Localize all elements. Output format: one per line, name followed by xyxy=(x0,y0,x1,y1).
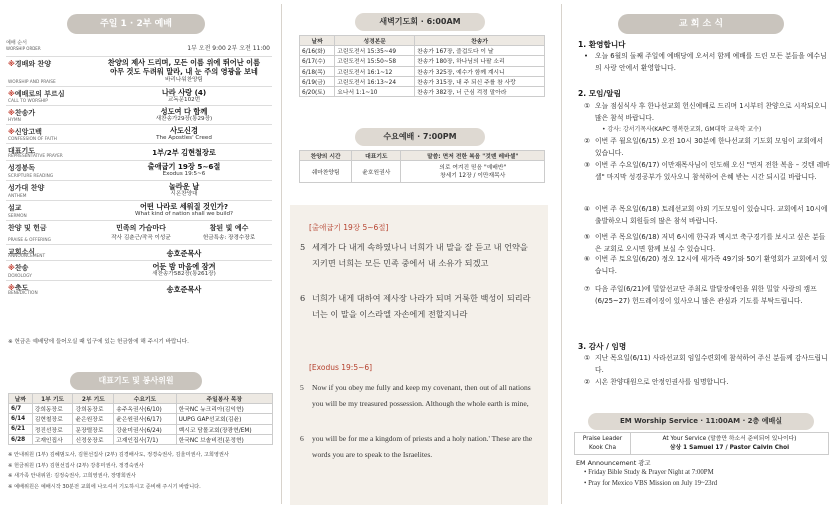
offering-song: 참된 빛 예수 xyxy=(209,224,249,232)
table-cell: 문장렬장로 xyxy=(73,424,114,434)
table-row xyxy=(9,434,273,444)
order-item-name: 찬양 및 헌금 xyxy=(8,224,47,232)
table-header xyxy=(300,151,545,161)
table-cell: 고린도전서 15:35~49 xyxy=(335,46,415,56)
order-item-name: ※예배로의 부르심 xyxy=(8,90,65,98)
item-text: 이번 주 목요일(6/18) 저녁 6시에 한국과 멕시코 축구경기를 보시고 싶은 분들은 교회로 오시면 함께 보실 수 있습니다. xyxy=(595,233,826,253)
column-header: 수요기도 xyxy=(114,394,176,404)
scripture-ref-en: [Exodus 19:5~6] xyxy=(309,363,373,372)
scripture-ref-kr: [출애굽기 19장 5~6절] xyxy=(309,223,389,232)
table-row xyxy=(300,66,545,76)
em-announcement: • Friday Bible Study & Prayer Night at 7:00PM xyxy=(584,469,714,476)
order-item-name: 대표기도 xyxy=(8,147,36,155)
order-item-detail: 바리나워찬양팀 xyxy=(165,77,203,83)
item-text: 오늘 점심식사 후 한나선교회 헌신예배로 드리며 1시부터 찬양으로 시작되오니 많은 참석 바랍니다. xyxy=(595,102,827,122)
column-header: 주일봉사 목장 xyxy=(176,394,272,404)
order-item-title: 사도신경 xyxy=(170,126,198,135)
welcome-item xyxy=(584,51,830,74)
table-cell: 6/14 xyxy=(9,414,33,424)
item-number: ⑤ xyxy=(584,233,591,241)
welcome-text: 오늘 6월의 둘째 주일에 예배당에 오셔서 함께 예배를 드린 모든 분들을 예수님의 사랑 안에서 환영합니다. xyxy=(595,52,827,72)
table-row xyxy=(300,87,545,97)
thanks-item xyxy=(584,377,830,389)
worship-order-row xyxy=(6,105,272,124)
order-item-name: 교회소식 xyxy=(8,248,36,256)
table-row xyxy=(300,56,545,66)
worship-title: 주일 1 · 2부 예배 xyxy=(67,14,205,34)
table-cell: 정진선장로 xyxy=(32,424,73,434)
table-cell: 송주옥권사(6/10) xyxy=(114,404,176,414)
worship-order-row xyxy=(6,124,272,143)
order-label-en: WORSHIP ORDER xyxy=(6,46,41,51)
order-item-detail: The Apostles' Creed xyxy=(156,135,212,141)
table-cell: 6/28 xyxy=(9,434,33,444)
worship-order-row xyxy=(6,86,272,105)
table-cell: 고린도전서 16:1~12 xyxy=(335,66,415,76)
wed-word-passage: 창세기 12장 / 이만재목사 xyxy=(440,172,506,179)
em-announcement: • Pray for Mexico VBS Mission on July 19~23rd xyxy=(584,480,718,487)
order-item-title: 출애굽기 19장 5~6절 xyxy=(147,162,221,171)
column-header: 말씀: 면저 전한 복음 "것덴 레바셀" xyxy=(401,151,545,161)
hymn-credit: 작사 김춘근/작곡 이성균 xyxy=(111,235,171,241)
table-cell: 고린도전서 15:50~58 xyxy=(335,56,415,66)
table-cell: 찬송가 382장, 너 근심 걱정 말아라 xyxy=(415,87,545,97)
order-item-name: 성경봉독 xyxy=(8,164,36,172)
item-number: ② xyxy=(584,137,591,145)
news-item xyxy=(584,284,830,307)
table-cell: 찬송가 325장, 예수가 함께 계시니 xyxy=(415,66,545,76)
verse xyxy=(300,380,538,411)
service-note: ※ 새가족 안내위원: 김정숙권사, 고희영권사, 장명희권사 xyxy=(8,473,136,479)
order-item-english: SCRIPTURE READING xyxy=(8,174,54,179)
order-item-title-line2: 아무 것도 두려워 말라, 내 눈 주의 영광을 보네 xyxy=(110,67,258,76)
standing-mark: ※ xyxy=(8,90,15,98)
praise-leader-label: Praise Leader xyxy=(582,435,623,442)
verse-number: 6 xyxy=(300,293,306,303)
order-item-english: ANNOUNCEMENT xyxy=(8,254,46,259)
offering-singer: 헌금특송: 장경수장로 xyxy=(202,235,256,241)
worship-order-row xyxy=(6,56,272,86)
table-cell: 한국NC 뉴크리아(김익현) xyxy=(176,404,272,414)
section-meetings: 2. 모임/알림 xyxy=(578,89,621,98)
column-header: 성경본문 xyxy=(335,36,415,46)
column-header: 1부 기도 xyxy=(32,394,73,404)
worship-order-row xyxy=(6,244,272,260)
item-number: ⑥ xyxy=(584,255,591,263)
prayer-service-title: 대표기도 및 봉사위원 xyxy=(70,372,202,390)
table-body xyxy=(9,404,273,445)
table-cell: 강윤미권사(6/24) xyxy=(114,424,176,434)
table-row xyxy=(9,414,273,424)
table-cell: 찬송가 180장, 하나님의 나팔 소리 xyxy=(415,56,545,66)
table-cell: 강희동장로 xyxy=(32,404,73,414)
order-item-title: 송호준목사 xyxy=(166,248,202,258)
standing-mark: ※ xyxy=(8,264,15,272)
table-cell: 6/7 xyxy=(9,404,33,414)
table-cell: 찬송가 315장, 내 주 되신 주를 참 사랑 xyxy=(415,76,545,86)
column-divider xyxy=(281,4,282,504)
news-column xyxy=(570,0,832,507)
table-cell: UUPG GAP선교회(김윤) xyxy=(176,414,272,424)
table-header xyxy=(9,394,273,404)
order-item-detail: 새찬송가582장(통261장) xyxy=(152,271,216,277)
order-item-english: ANTHEM xyxy=(8,194,27,199)
worship-order-row xyxy=(6,280,272,297)
item-number: ⑦ xyxy=(584,285,591,293)
table-row xyxy=(300,46,545,56)
item-number: ① xyxy=(584,354,591,362)
column-header: 찬양의 시간 xyxy=(300,151,352,161)
service-note: ※ 안내위원 (1부) 김혜범도사, 김현선집사 (2부) 김경배사도, 정경숙권사, 김울미권사, 고희영권사 xyxy=(8,452,229,458)
em-title: EM Worship Service · 11:00AM · 2층 예배실 xyxy=(588,413,814,430)
em-service-title: At Your Service (말씀만 하소서 준비되어 있나이다) xyxy=(662,435,797,442)
table-cell: 윤은원장로 xyxy=(73,414,114,424)
wednesday-title: 수요예배 · 7:00PM xyxy=(355,128,485,146)
table-row xyxy=(300,161,545,183)
order-item-name: ※경배와 찬양 xyxy=(8,60,52,68)
item-number: ④ xyxy=(584,205,591,213)
table-cell: 6/16(화) xyxy=(300,46,335,56)
worship-order-row xyxy=(6,180,272,200)
verse-text: 너희가 내게 대하여 제사장 나라가 되며 거룩한 백성이 되리라 너는 이 말을 이스라엘 자손에게 전할지니라 xyxy=(312,293,531,319)
em-service-passage: 삼상 1 Samuel 17 / Pastor Calvin Choi xyxy=(669,444,790,451)
schedule-column xyxy=(289,0,552,507)
order-item-english: REPRESENTATIVE PRAYER xyxy=(8,154,63,159)
verse xyxy=(300,431,538,462)
order-item-title: 어떤 나라로 세워질 것인가? xyxy=(139,202,229,211)
order-label-kr: 예배 순서 xyxy=(6,40,27,46)
order-item-name: ※신앙고백 xyxy=(8,128,42,136)
order-item-english: SERMON xyxy=(8,214,27,219)
speaker-note: • 강사: 강서기목사(KAPC 행복한교회, GM대학 교육학 교수) xyxy=(602,126,762,133)
verse-text: 세계가 다 내게 속하였나니 너희가 내 말을 잘 듣고 내 언약을 지키면 너희는 모든 민족 중에서 내 소유가 되겠고 xyxy=(312,242,528,268)
order-item-english: CONFESSION OF FAITH xyxy=(8,137,57,142)
table-cell: 요나서 1:1~10 xyxy=(335,87,415,97)
verse xyxy=(300,240,536,271)
table-cell: 고재인집사(7/1) xyxy=(114,434,176,444)
item-text: 시온 찬양대원으로 안정인권사를 임명합니다. xyxy=(595,378,729,386)
column-divider xyxy=(561,4,562,504)
order-item-english: PRAISE & OFFERING xyxy=(8,238,51,243)
verse-number: 5 xyxy=(300,383,304,392)
order-item-english: WORSHIP AND PRAISE xyxy=(8,80,56,85)
table-cell: 찬송가 167장, 즐겁도다 이 날 xyxy=(415,46,545,56)
em-service xyxy=(631,433,829,455)
column-header: 대표기도 xyxy=(352,151,401,161)
table-cell: 고재인집사 xyxy=(32,434,73,444)
standing-mark: ※ xyxy=(8,60,15,68)
table-cell: 6/19(금) xyxy=(300,76,335,86)
scripture-box xyxy=(290,205,548,505)
standing-mark: ※ xyxy=(8,128,15,136)
standing-mark: ※ xyxy=(8,109,15,117)
column-header: 날짜 xyxy=(300,36,335,46)
table-row xyxy=(9,404,273,414)
praise-leader xyxy=(575,433,631,455)
table-cell: 김현철장로 xyxy=(32,414,73,424)
order-item-title: 송호준목사 xyxy=(166,285,202,294)
column-header: 찬송가 xyxy=(415,36,545,46)
table-cell: 벡시코 담몰교회(장광현/EM) xyxy=(176,424,272,434)
verse xyxy=(300,291,536,322)
prayer-service-table xyxy=(8,393,273,445)
column-header: 2부 기도 xyxy=(73,394,114,404)
verse-number: 5 xyxy=(300,242,306,252)
worship-column xyxy=(0,0,275,507)
worship-order-row xyxy=(6,160,272,180)
table-cell: 윤은원권사(6/17) xyxy=(114,414,176,424)
order-item-title: 1부/2부 김현철장로 xyxy=(152,148,216,157)
order-item-title: 어둔 밤 마음에 잠겨 xyxy=(152,262,216,271)
worship-order-row xyxy=(6,260,272,280)
order-item-name: ※찬송가 xyxy=(8,109,36,117)
item-text: 지난 목요일(6/11) 사라선교회 임일수련회에 참석하여 주신 분들께 감사드립니다. xyxy=(595,354,828,374)
news-title: 교 회 소 식 xyxy=(618,14,784,34)
order-item-detail: Exodus 19:5~6 xyxy=(162,171,206,177)
standing-mark: ※ xyxy=(8,284,15,292)
em-announcement-label: EM Announcement 광고 xyxy=(576,459,651,467)
table-row xyxy=(300,76,545,86)
order-item-name: 설교 xyxy=(8,204,22,212)
verse-text: Now if you obey me fully and keep my covenant, then out of all nations you will be my treasured possession. Although the whole earth is mine, xyxy=(312,383,531,408)
news-item xyxy=(584,160,830,183)
order-item-detail: What kind of nation shall we build? xyxy=(134,211,234,217)
table-header xyxy=(300,36,545,46)
praise-leader-name: Kook Cha xyxy=(588,444,617,451)
item-text: 이번 주 월요일(6/15) 오전 10시 30분에 한나선교회 기도회 모임이 교회에서 있습니다. xyxy=(595,137,824,157)
order-item-title: 나라 사랑 (4) xyxy=(161,88,207,97)
order-item-title: 찬양의 제사 드리며, 모든 이름 위에 뛰어난 이름 xyxy=(107,58,261,67)
order-item-english: HYMN xyxy=(8,118,21,123)
worship-order-row xyxy=(6,200,272,220)
item-number: ③ xyxy=(584,161,591,169)
order-item-name: ※찬송 xyxy=(8,264,29,272)
item-number: ② xyxy=(584,378,591,386)
thanks-item xyxy=(584,353,830,376)
table-cell: 고린도전서 16:13~24 xyxy=(335,76,415,86)
column-header: 날짜 xyxy=(9,394,33,404)
bullet: • xyxy=(584,52,589,60)
em-table xyxy=(574,432,829,455)
wed-word xyxy=(401,161,545,183)
table-cell: 6/21 xyxy=(9,424,33,434)
order-item-english: DOXOLOGY xyxy=(8,274,32,279)
wed-praise: 쉐마찬양팀 xyxy=(300,161,352,183)
table-cell: 6/18(목) xyxy=(300,66,335,76)
worship-order-row xyxy=(6,143,272,160)
table-row xyxy=(9,424,273,434)
dawn-title: 새벽기도회 · 6:00AM xyxy=(355,13,485,31)
section-thanks: 3. 감사 / 임명 xyxy=(578,342,627,351)
order-item-title: 성도여 다 함께 xyxy=(160,107,208,116)
service-times: 1부 오전 9:00 2부 오전 11:00 xyxy=(187,45,270,52)
order-item-detail: 새찬송가29장(통29장) xyxy=(155,116,213,122)
order-item-english: CALL TO WORSHIP xyxy=(8,99,48,104)
order-item-name: ※축도 xyxy=(8,284,29,292)
table-cell: 신정웅장로 xyxy=(73,434,114,444)
news-item xyxy=(584,204,830,227)
table-body xyxy=(300,46,545,97)
news-item xyxy=(584,232,830,255)
order-item-title: 놀라운 날 xyxy=(168,182,200,191)
item-number: ① xyxy=(584,102,591,110)
hymn-title: 민족의 가슴마다 xyxy=(116,224,166,232)
order-item-name: 성가대 찬양 xyxy=(8,184,45,192)
item-text: 이번 주 수요일(6/17) 이만재목사님이 인도해 오신 "먼저 전한 복음 – 것텐 레바셀" 마지막 성경공부가 있사오니 참석하여 은혜 받는 시간 되시길 바랍니다. xyxy=(595,161,830,181)
table-cell: 6/20(토) xyxy=(300,87,335,97)
service-note: ※ 헌금위원 (1부) 김현선집사 (2부) 강흥미권사, 정경숙권사 xyxy=(8,462,144,469)
wed-prayer: 윤호원권사 xyxy=(352,161,401,183)
wednesday-table xyxy=(299,150,545,183)
table-row xyxy=(575,433,829,455)
service-note: ※ 예배위원은 예배시작 30분전 교회에 나오셔서 기도하시고 준비해 주시기 바랍니다. xyxy=(8,483,201,490)
order-label xyxy=(6,40,41,52)
table-cell: 6/17(수) xyxy=(300,56,335,66)
verse-number: 6 xyxy=(300,434,304,443)
item-text: 이번 주 토요일(6/20) 정오 12시에 새가족 49기와 50기 환영회가 교회에서 있습니다. xyxy=(595,255,828,275)
news-item xyxy=(584,136,830,159)
section-welcome: 1. 환영합니다 xyxy=(578,40,626,49)
verse-text: you will be for me a kingdom of priests and a holy nation.' These are the words you are to speak to the Israelites. xyxy=(312,434,533,459)
news-item xyxy=(584,254,830,277)
worship-header xyxy=(6,40,272,55)
table-cell: 한국NC 브솔비전(문정현) xyxy=(176,434,272,444)
table-cell: 강희동장로 xyxy=(73,404,114,414)
item-text: 다음 주일(6/21)에 밀알선교단 주최로 발달장애인을 위한 밀알 사랑의 캠프(6/25~27) 헌드레이징이 있사오니 많은 관심과 기도를 부탁드립니다. xyxy=(595,285,817,305)
worship-order-row xyxy=(6,220,272,244)
item-text: 이번 주 목요일(6/18) 토레선교회 야외 기도모임이 있습니다. 교회에서 10시에 출발하오니 회원들의 많은 참석 바랍니다. xyxy=(595,205,828,225)
offering-note: ※ 헌금은 예배당에 들어오실 때 입구에 있는 헌금함에 해 주시기 바랍니다. xyxy=(8,339,189,345)
order-item-detail: 교독문102번 xyxy=(167,97,201,103)
order-item-english: BENEDICTION xyxy=(8,291,38,296)
news-item xyxy=(584,101,830,124)
wed-word-title: 의로 여겨진 믿음 "예배반" xyxy=(439,164,507,171)
order-item-detail: 시온찬양대 xyxy=(170,191,198,197)
dawn-table xyxy=(299,35,545,97)
